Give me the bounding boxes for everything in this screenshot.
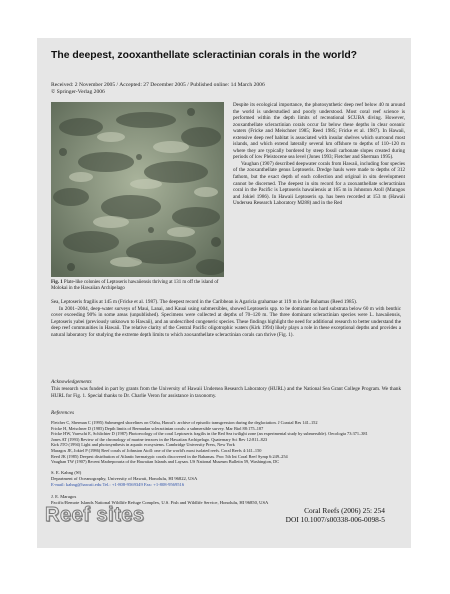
reference-item: Kirk JTO (1994) Light and photosynthesis in aquatic ecosystems. Cambridge University Press, New York — [51, 442, 235, 448]
figure-label: Fig. 1 — [51, 280, 63, 285]
author-2-name: J. E. Maragos — [51, 494, 77, 499]
journal-citation: Coral Reefs (2006) 25: 254 — [304, 506, 385, 515]
right-column — [233, 102, 405, 207]
journal-citation-block — [286, 506, 385, 524]
acknowledgements-heading: Acknowledgements — [51, 379, 92, 385]
acknowledgements-text: This research was funded in part by grants from the University of Hawaii Undersea Research Laboratory (HURL) and the National Sea Grant College Program. We thank HURL for Fig. 1. Special thanks to Dr. Charlie Veron for assistance in taxonomy. — [51, 386, 401, 399]
body-paragraph-3: In 2001–2004, deep-water surveys of Maui, Lanai, and Kauai using submersibles, showed Leptoseris spp. to be dominant on hard substrata below 60 m with benthic cover exceeding 90% in some areas (unpublished). Specimens were collected at depths of 70–120 m. The three dominant scleractinian species were L. hawaiiensis, Leptoseris yabei (previously unknown to Hawaii), and an undescribed congeneric species. These findings highlight the need for additional research to better understand the deep reef communities in Hawaii. The relative clarity of the Central Pacific oligotrophic waters (Kirk 1994) likely plays a role in these exceptional depths and provides a natural laboratory for studying the extreme depth limits to which zooxanthellate scleractinian corals can thrive (Fig. 1). — [51, 305, 401, 338]
section-logo: Reef sites — [45, 504, 145, 526]
dates-line: Received: 2 November 2005 / Accepted: 27 December 2005 / Published online: 14 March 2006 — [51, 82, 265, 88]
references-heading: References — [51, 410, 75, 416]
author-2-affiliation: Pacific/Remote Islands National Wildlife Refuge Complex, U.S. Fish and Wildlife Service, Honolulu, HI 96850, USA — [51, 500, 269, 505]
article-panel — [37, 38, 411, 548]
references-list — [51, 420, 401, 465]
body-paragraph-2-continued: Sea, Leptoseris fragilis at 145 m (Fricke et al. 1987). The deepest record in the Caribbean is Agaricia grahamae at 119 m in the Bahamas (Reed 1985). — [51, 299, 358, 305]
coral-photo-image — [51, 102, 224, 277]
reference-item: Maragos JE, Jokiel P (1986) Reef corals of Johnston Atoll: one of the world's most isolated reefs. Coral Reefs 4:141–150 — [51, 447, 262, 453]
reference-item: Jones AT (1993) Review of the chronology of marine terraces in the Hawaiian Archipelago. Quaternary Sci Rev 12:811–823 — [51, 436, 268, 442]
figure-caption — [51, 280, 224, 292]
article-title: The deepest, zooxanthellate scleractinian corals in the world? — [51, 50, 358, 61]
body-full-width — [51, 299, 401, 338]
doi[interactable]: DOI 10.1007/s00338-006-0098-5 — [285, 515, 385, 524]
reference-item: Vaughan TW (1907) Recent Madreporaria of the Hawaiian Islands and Laysan. US National Museum Bulletin 59, Washington, DC — [51, 459, 280, 465]
reference-item: Reed JK (1985) Deepest distribution of Atlantic hermatypic corals discovered in the Bahamas. Proc 5th Int Coral Reef Symp 6:249–254 — [51, 453, 288, 459]
body-paragraph-2: Vaughan (1907) described deepwater corals from Hawaii, including four species of the zooxanthellate genus Leptoseris. Dredge hauls were made to depths of 312 fathom, but the exact depth of each collection and original in situ development cannot be discerned. The deepest in situ record for a zooxanthellate scleractinian coral in the Pacific is Leptoseris hawaiiensis at 165 m in Johnston Atoll (Maragos and Jokiel 1986). In Hawaii Leptoseris sp. has been recorded at 153 m (Hawaii Undersea Research Laboratory M288) and in the Red — [233, 160, 405, 207]
copyright-line: © Springer-Verlag 2006 — [51, 89, 105, 96]
author-1-contact[interactable]: E-mail: kahng@hawaii.edu Tel.: +1-808-9569349 Fax: +1-808-9569516 — [51, 482, 185, 487]
author-1-block — [51, 470, 401, 488]
reference-item: Fricke HW, Vareschi E, Schlichter D (1987) Photoecology of the coral Leptoseris fragilis in the Red Sea twilight zone (an experimental study by submersible). Oecologia 73:371–381 — [51, 431, 368, 437]
author-1-name: S. E. Kahng (✉) — [51, 470, 82, 475]
publication-history — [51, 82, 265, 97]
reference-item: Fletcher C, Sherman C (1995) Submerged shorelines on O'ahu, Hawai'i: archive of episodic transgression during the deglaciation. J Coastal Res 141–152 — [51, 420, 318, 425]
author-1-affiliation: Department of Oceanography, University of Hawaii, Honolulu, HI 96822, USA — [51, 476, 198, 481]
reference-item: Fricke H, Meischner D (1985) Depth limits of Bermudan scleractinian corals: a submersible survey. Mar Biol 88:175–187 — [51, 425, 264, 431]
figure-caption-text: Plate-like colonies of Leptoseris hawaiiensis thriving at 131 m off the island of Molokai in the Hawaiian Archipelago — [51, 280, 219, 292]
coral-photo — [51, 102, 224, 277]
body-paragraph-1: Despite its ecological importance, the photosynthetic deep reef below 40 m around the world is understudied and poorly understood. Most coral reef science is performed within the depth limits of recreational SCUBA diving. However, zooxanthellate scleractinian corals occur far below these depths in clear oceanic waters (Fricke and Meischner 1985; Reed 1985; Fricke et al. 1987). In Hawaii, extensive deep reef habitat is associated with insular shelves which surround most islands, and which extend laterally several km offshore to depths of 110–120 m where they are typically bordered by steep fossil carbonate slopes created during periods of low Pleistocene sea level (Jones 1993; Fletcher and Sherman 1995). — [233, 102, 405, 161]
